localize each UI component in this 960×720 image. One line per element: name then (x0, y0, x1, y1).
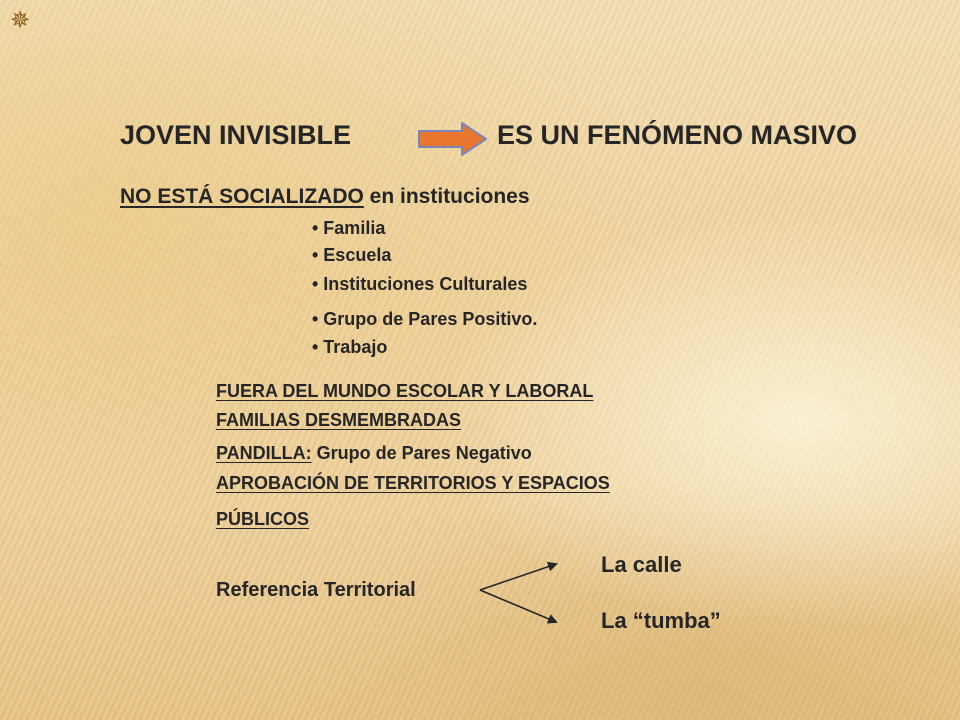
bullet-item: • Familia (312, 218, 386, 238)
socialization-rest: en instituciones (363, 185, 530, 208)
feature-line: FAMILIAS DESMEMBRADAS (216, 410, 462, 430)
bullet-item: • Grupo de Pares Positivo. (312, 309, 538, 329)
corner-symbol: ✵ (10, 7, 35, 34)
socialization-underlined: NO ESTÁ SOCIALIZADO (120, 185, 364, 208)
feature-line: PÚBLICOS (216, 509, 310, 529)
right-block-arrow-icon (418, 122, 488, 156)
feature-line: FUERA DEL MUNDO ESCOLAR Y LABORAL (216, 381, 594, 401)
bullet-item: • Escuela (312, 245, 392, 265)
headline-left: JOVEN INVISIBLE (120, 120, 352, 150)
bullet-item: • Trabajo (312, 337, 388, 357)
branch-top-label: La calle (601, 552, 682, 577)
territory-label: Referencia Territorial (216, 579, 416, 601)
headline-right: ES UN FENÓMENO MASIVO (497, 120, 858, 150)
socialization-line (120, 185, 530, 209)
pandilla-label: PANDILLA: (216, 443, 312, 463)
branch-bottom-label: La “tumba” (601, 608, 721, 633)
feature-line (216, 443, 532, 464)
branch-arrows (470, 556, 570, 632)
bullet-item: • Instituciones Culturales (312, 274, 528, 294)
pandilla-rest: Grupo de Pares Negativo (311, 443, 532, 463)
feature-line: APROBACIÓN DE TERRITORIOS Y ESPACIOS (216, 473, 610, 493)
